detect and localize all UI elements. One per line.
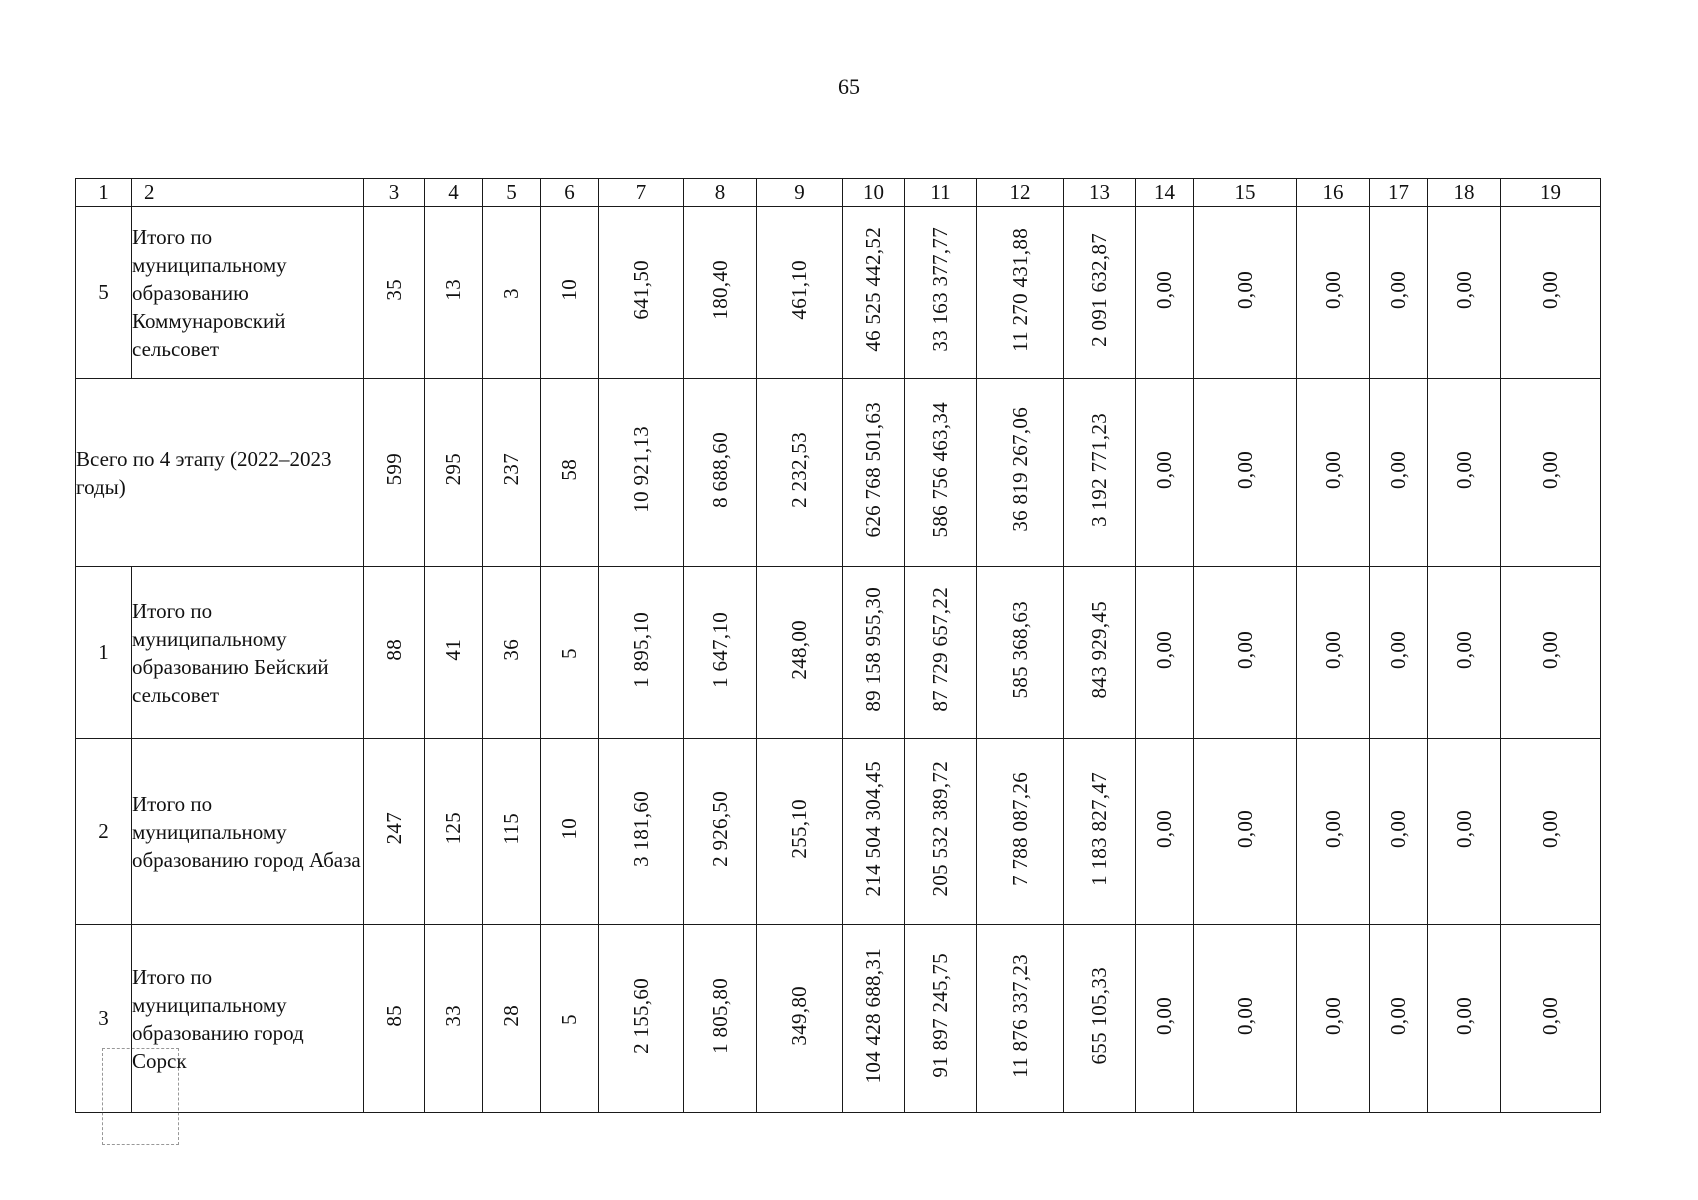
table-cell	[425, 207, 483, 379]
cell-value: 248,00	[787, 619, 811, 680]
row-number: 2	[76, 739, 132, 925]
cell-value: 0,00	[1451, 450, 1476, 489]
cell-value: 0,00	[1538, 630, 1562, 669]
cell-value: 0,00	[1232, 450, 1257, 489]
stamp-image	[102, 1048, 179, 1145]
table-cell	[541, 379, 599, 567]
table-cell	[364, 207, 425, 379]
cell-value: 10	[557, 817, 581, 840]
cell-value: 0,00	[1538, 450, 1562, 489]
col-header: 18	[1428, 179, 1501, 207]
table-cell	[843, 379, 905, 567]
cell-value: 1 647,10	[707, 611, 732, 688]
cell-value: 0,00	[1386, 450, 1410, 489]
cell-value: 0,00	[1152, 630, 1176, 669]
cell-value: 104 428 688,31	[861, 947, 885, 1084]
cell-value: 2 091 632,87	[1087, 232, 1111, 347]
table-cell	[1194, 925, 1297, 1113]
cell-value: 0,00	[1386, 809, 1410, 848]
col-header: 13	[1064, 179, 1136, 207]
table-cell	[977, 567, 1064, 739]
table-cell	[1428, 379, 1501, 567]
table-cell	[843, 739, 905, 925]
table-cell	[1428, 925, 1501, 1113]
table-row	[76, 567, 1601, 739]
table-cell	[541, 567, 599, 739]
cell-value: 41	[441, 638, 465, 661]
cell-value: 0,00	[1152, 809, 1176, 848]
cell-value: 461,10	[787, 259, 811, 320]
cell-value: 0,00	[1320, 270, 1345, 309]
table-cell	[364, 739, 425, 925]
cell-value: 10	[557, 278, 581, 301]
cell-value: 0,00	[1386, 630, 1410, 669]
table-cell	[1194, 567, 1297, 739]
col-header: 9	[757, 179, 843, 207]
table-cell	[1297, 739, 1370, 925]
table-cell	[483, 925, 541, 1113]
table-cell	[977, 739, 1064, 925]
table-cell	[1194, 207, 1297, 379]
page-number: 65	[838, 74, 860, 99]
col-header: 3	[364, 179, 425, 207]
table-cell	[1501, 739, 1601, 925]
table-row	[76, 739, 1601, 925]
cell-value: 5	[557, 648, 581, 659]
col-header: 1	[76, 179, 132, 207]
cell-value: 237	[499, 453, 523, 486]
cell-value: 33 163 377,77	[928, 227, 952, 352]
table-cell	[1428, 207, 1501, 379]
cell-value: 0,00	[1386, 270, 1410, 309]
table-cell	[364, 925, 425, 1113]
table-row	[76, 207, 1601, 379]
row-number: 1	[76, 567, 132, 739]
cell-value: 255,10	[787, 798, 811, 859]
table-cell	[684, 925, 757, 1113]
table-cell	[1370, 379, 1428, 567]
cell-value: 0,00	[1152, 450, 1176, 489]
row-label: Итого по муниципальному образованию город Сорск	[132, 925, 364, 1113]
cell-value: 180,40	[707, 259, 732, 320]
table-cell	[541, 739, 599, 925]
row-label: Итого по муниципальному образованию город Абаза	[132, 739, 364, 925]
table-cell	[1064, 567, 1136, 739]
row-number: 3	[76, 925, 132, 1113]
cell-value: 1 183 827,47	[1087, 771, 1111, 886]
col-header: 15	[1194, 179, 1297, 207]
table-cell	[905, 207, 977, 379]
col-header: 16	[1297, 179, 1370, 207]
cell-value: 8 688,60	[707, 431, 732, 508]
row-label: Итого по муниципальному образованию Коммунаровский сельсовет	[132, 207, 364, 379]
table-cell	[684, 567, 757, 739]
cell-value: 36	[499, 638, 523, 661]
table-cell	[541, 925, 599, 1113]
cell-value: 0,00	[1451, 809, 1476, 848]
table-cell	[843, 925, 905, 1113]
cell-value: 46 525 442,52	[861, 227, 885, 352]
cell-value: 0,00	[1451, 996, 1476, 1035]
table-cell	[599, 925, 684, 1113]
cell-value: 3 181,60	[628, 790, 653, 867]
table-cell	[1064, 925, 1136, 1113]
cell-value: 641,50	[628, 259, 653, 320]
table-cell	[1136, 567, 1194, 739]
table-cell	[483, 567, 541, 739]
col-header: 2	[132, 179, 364, 207]
data-table	[75, 178, 1601, 1113]
cell-value: 88	[381, 638, 406, 661]
table-cell	[1428, 739, 1501, 925]
cell-value: 2 232,53	[787, 431, 811, 508]
table-cell	[843, 207, 905, 379]
table-cell	[1370, 925, 1428, 1113]
cell-value: 13	[441, 278, 465, 301]
table-cell	[905, 739, 977, 925]
table-cell	[1136, 739, 1194, 925]
cell-value: 58	[557, 458, 581, 481]
cell-value: 0,00	[1320, 450, 1345, 489]
row-number: 5	[76, 207, 132, 379]
col-header: 10	[843, 179, 905, 207]
cell-value: 0,00	[1152, 996, 1176, 1035]
cell-value: 0,00	[1232, 996, 1257, 1035]
table-cell	[905, 925, 977, 1113]
table-cell	[1064, 739, 1136, 925]
cell-value: 1 805,80	[707, 977, 732, 1054]
cell-value: 3 192 771,23	[1087, 412, 1111, 527]
cell-value: 2 926,50	[707, 790, 732, 867]
cell-value: 0,00	[1538, 809, 1562, 848]
cell-value: 205 532 389,72	[928, 760, 952, 897]
cell-value: 10 921,13	[628, 426, 653, 513]
table-cell	[1194, 379, 1297, 567]
table-cell	[1194, 739, 1297, 925]
table-cell	[425, 567, 483, 739]
table-cell	[1064, 207, 1136, 379]
table-row	[76, 925, 1601, 1113]
cell-value: 33	[441, 1004, 465, 1027]
col-header: 17	[1370, 179, 1428, 207]
cell-value: 0,00	[1538, 996, 1562, 1035]
cell-value: 0,00	[1451, 270, 1476, 309]
col-header: 19	[1501, 179, 1601, 207]
table-cell	[1370, 567, 1428, 739]
table-cell	[425, 379, 483, 567]
table-row	[76, 379, 1601, 567]
table-cell	[757, 207, 843, 379]
cell-value: 11 876 337,23	[1007, 953, 1032, 1078]
col-header: 11	[905, 179, 977, 207]
table-cell	[684, 379, 757, 567]
table-cell	[1501, 567, 1601, 739]
cell-value: 214 504 304,45	[861, 760, 885, 897]
table-cell	[1136, 379, 1194, 567]
table-cell	[483, 739, 541, 925]
table-cell	[1297, 925, 1370, 1113]
table-cell	[599, 379, 684, 567]
cell-value: 586 756 463,34	[928, 401, 952, 538]
table-cell	[599, 207, 684, 379]
cell-value: 0,00	[1232, 270, 1257, 309]
cell-value: 35	[381, 278, 406, 301]
cell-value: 599	[381, 453, 406, 486]
table-cell	[1136, 925, 1194, 1113]
cell-value: 0,00	[1232, 630, 1257, 669]
table-cell	[425, 925, 483, 1113]
table-cell	[977, 207, 1064, 379]
table-cell	[1297, 207, 1370, 379]
cell-value: 2 155,60	[628, 977, 653, 1054]
table-cell	[757, 925, 843, 1113]
table-cell	[364, 567, 425, 739]
table-cell	[1370, 739, 1428, 925]
cell-value: 1 895,10	[628, 611, 653, 688]
table-cell	[599, 739, 684, 925]
col-header: 8	[684, 179, 757, 207]
cell-value: 87 729 657,22	[928, 587, 952, 712]
table-cell	[483, 207, 541, 379]
table-cell	[684, 207, 757, 379]
table-cell	[1370, 207, 1428, 379]
col-header: 4	[425, 179, 483, 207]
cell-value: 0,00	[1451, 630, 1476, 669]
table-cell	[905, 379, 977, 567]
cell-value: 85	[381, 1004, 406, 1027]
table-cell	[364, 379, 425, 567]
table-cell	[541, 207, 599, 379]
table-cell	[1297, 379, 1370, 567]
table-cell	[977, 925, 1064, 1113]
cell-value: 11 270 431,88	[1007, 227, 1032, 352]
table-cell	[684, 739, 757, 925]
cell-value: 3	[499, 288, 523, 299]
row-label: Всего по 4 этапу (2022–2023 годы)	[76, 379, 364, 567]
cell-value: 585 368,63	[1007, 600, 1032, 699]
table-cell	[843, 567, 905, 739]
table-cell	[1501, 925, 1601, 1113]
cell-value: 0,00	[1320, 630, 1345, 669]
cell-value: 626 768 501,63	[861, 401, 885, 538]
cell-value: 295	[441, 453, 465, 486]
table-cell	[483, 379, 541, 567]
table-cell	[1136, 207, 1194, 379]
cell-value: 0,00	[1152, 270, 1176, 309]
cell-value: 7 788 087,26	[1007, 771, 1032, 886]
table-cell	[425, 739, 483, 925]
cell-value: 91 897 245,75	[928, 953, 952, 1078]
cell-value: 115	[499, 812, 523, 845]
cell-value: 655 105,33	[1087, 966, 1111, 1065]
table-cell	[757, 567, 843, 739]
cell-value: 89 158 955,30	[861, 587, 885, 712]
cell-value: 0,00	[1386, 996, 1410, 1035]
table-cell	[905, 567, 977, 739]
table-cell	[757, 739, 843, 925]
cell-value: 5	[557, 1014, 581, 1025]
table-cell	[1297, 567, 1370, 739]
table-cell	[1064, 379, 1136, 567]
col-header: 7	[599, 179, 684, 207]
cell-value: 0,00	[1538, 270, 1562, 309]
table-cell	[599, 567, 684, 739]
col-header: 12	[977, 179, 1064, 207]
table-cell	[977, 379, 1064, 567]
cell-value: 36 819 267,06	[1007, 407, 1032, 532]
table-cell	[1428, 567, 1501, 739]
cell-value: 843 929,45	[1087, 600, 1111, 699]
header-row	[76, 179, 1601, 207]
cell-value: 28	[499, 1004, 523, 1027]
cell-value: 349,80	[787, 985, 811, 1046]
col-header: 14	[1136, 179, 1194, 207]
col-header: 5	[483, 179, 541, 207]
col-header: 6	[541, 179, 599, 207]
table-cell	[1501, 207, 1601, 379]
cell-value: 247	[381, 812, 406, 845]
cell-value: 0,00	[1320, 809, 1345, 848]
table-cell	[1501, 379, 1601, 567]
table-cell	[757, 379, 843, 567]
cell-value: 0,00	[1232, 809, 1257, 848]
row-label: Итого по муниципальному образованию Бейский сельсовет	[132, 567, 364, 739]
cell-value: 0,00	[1320, 996, 1345, 1035]
cell-value: 125	[441, 812, 465, 845]
